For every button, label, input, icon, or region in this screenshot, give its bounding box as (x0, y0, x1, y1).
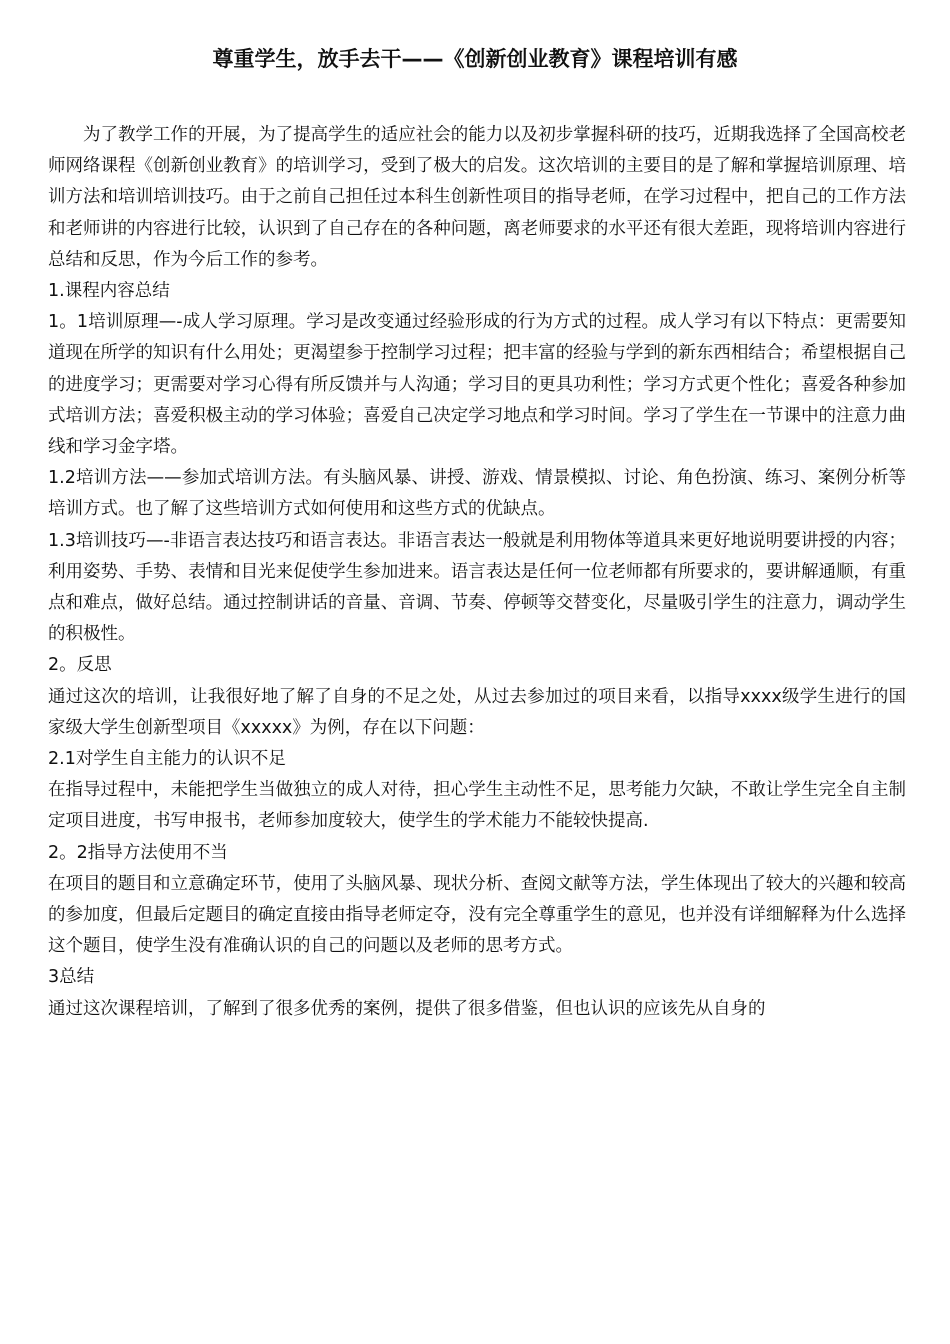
paragraph-1-3: 1.3培训技巧—-非语言表达技巧和语言表达。非语言表达一般就是利用物体等道具来更好地说明要讲授的内容；利用姿势、手势、表情和目光来促使学生参加进来。语言表达是任何一位老师都有所要求的，要讲解通顺，有重点和难点，做好总结。通过控制讲话的音量、音调、节奏、停顿等交替变化，尽量吸引学生的注意力，调动学生的积极性。 (48, 530, 906, 645)
paragraph-2-2: 在项目的题目和立意确定环节，使用了头脑风暴、现状分析、查阅文献等方法，学生体现出了较大的兴趣和较高的参加度，但最后定题目的确定直接由指导老师定夺，没有完全尊重学生的意见，也并没有详细解释为什么选择这个题目，使学生没有准确认识的自己的问题以及老师的思考方式。 (48, 873, 906, 957)
section-heading-1: 1.课程内容总结 (48, 281, 170, 302)
reflection-intro-paragraph: 通过这次的培训，让我很好地了解了自身的不足之处，从过去参加过的项目来看，以指导xxxx级学生进行的国家级大学生创新型项目《xxxxx》为例，存在以下问题： (48, 686, 906, 738)
paragraph-2-1: 在指导过程中，未能把学生当做独立的成人对待，担心学生主动性不足，思考能力欠缺，不敢让学生完全自主制定项目进度，书写申报书，老师参加度较大，使学生的学术能力不能较快提高. (48, 780, 906, 832)
section-heading-2: 2。反思 (48, 655, 112, 676)
paragraph-1-1: 1。1培训原理—-成人学习原理。学习是改变通过经验形成的行为方式的过程。成人学习有以下特点：更需要知道现在所学的知识有什么用处；更渴望参于控制学习过程；把丰富的经验与学到的新东西相结合；希望根据自己的进度学习；更需要对学习心得有所反馈并与人沟通；学习目的更具功利性；学习方式更个性化；喜爱各种参加式培训方法；喜爱积极主动的学习体验；喜爱自己决定学习地点和学习时间。学习了学生在一节课中的注意力曲线和学习金字塔。 (48, 312, 906, 458)
section-heading-3: 3总结 (48, 967, 95, 988)
summary-paragraph: 通过这次课程培训，了解到了很多优秀的案例，提供了很多借鉴，但也认识的应该先从自身的 (48, 998, 766, 1019)
document-body (48, 120, 906, 1025)
document-title: 尊重学生，放手去干——《创新创业教育》课程培训有感 (212, 47, 738, 71)
subsection-heading-2-2: 2。2指导方法使用不当 (48, 842, 228, 863)
paragraph-1-2: 1.2培训方法——参加式培训方法。有头脑风暴、讲授、游戏、情景模拟、讨论、角色扮演、练习、案例分析等培训方式。也了解了这些培训方式如何使用和这些方式的优缺点。 (48, 468, 906, 520)
intro-paragraph: 为了教学工作的开展，为了提高学生的适应社会的能力以及初步掌握科研的技巧，近期我选择了全国高校老师网络课程《创新创业教育》的培训学习，受到了极大的启发。这次培训的主要目的是了解和掌握培训原理、培训方法和培训培训技巧。由于之前自己担任过本科生创新性项目的指导老师，在学习过程中，把自己的工作方法和老师讲的内容进行比较，认识到了自己存在的各种问题，离老师要求的水平还有很大差距，现将培训内容进行总结和反思，作为今后工作的参考。 (48, 125, 906, 270)
subsection-heading-2-1: 2.1对学生自主能力的认识不足 (48, 749, 286, 770)
